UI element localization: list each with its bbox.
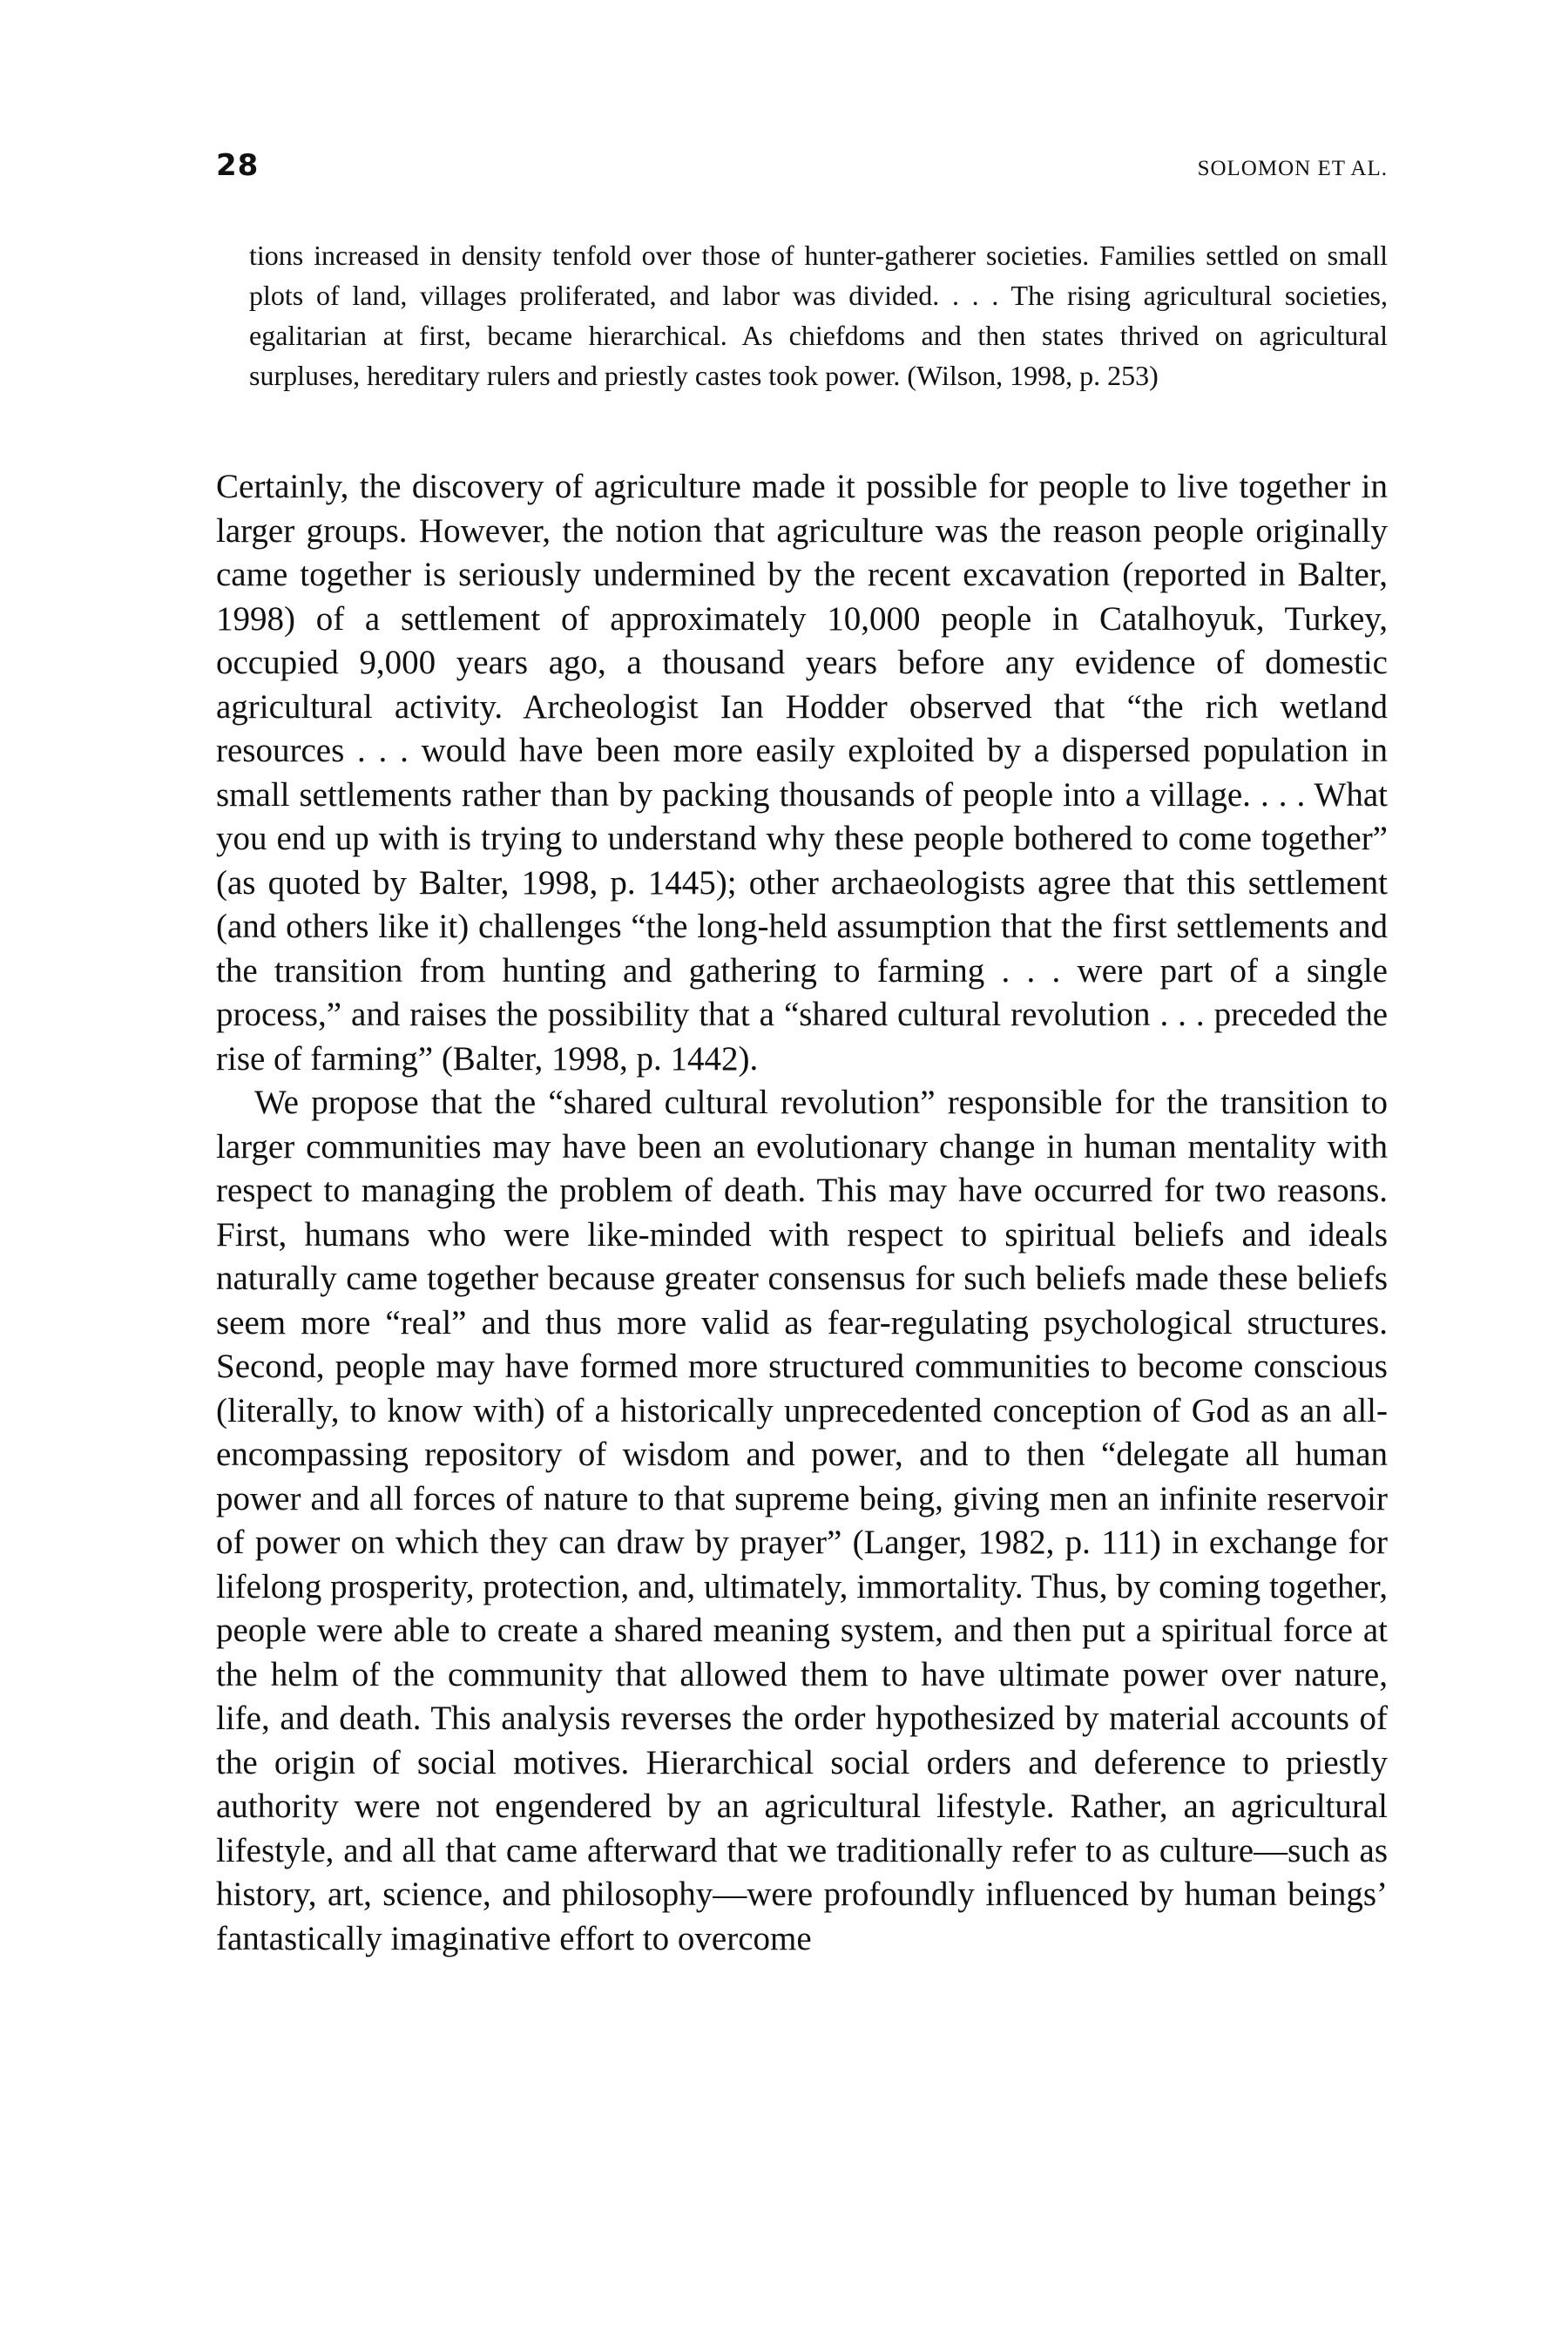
paragraph: Certainly, the discovery of agriculture made it possible for people to live together in larger groups. However, the notion that agriculture was the reason people originally came together is seriously undermined by the recent excavation (reported in Balter, 1998) of a settlement of approximately 10,000 people in Catalhoyuk, Turkey, occupied 9,000 years ago, a thousand years before any evidence of domestic agricultural activity. Archeologist Ian Hodder observed that “the rich wetland resources . . . would have been more easily exploited by a dispersed population in small settlements rather than by packing thousands of people into a village. . . . What you end up with is trying to understand why these people bothered to come together” (as quoted by Balter, 1998, p. 1445); other archaeologists agree that this settlement (and others like it) challenges “the long-held assumption that the first settlements and the transition from hunting and gathering to farming . . . were part of a single process,” and raises the possibility that a “shared cultural revolution . . . preceded the rise of farming” (Balter, 1998, p. 1442).: [216, 468, 1388, 1078]
page-number: 28: [216, 148, 260, 183]
block-quote-text: tions increased in density tenfold over those of hunter-gatherer societies. Families settled on small plots of land, villages proliferated, and labor was divided. . . . The rising agricultural societies, egalitarian at first, became hierarchical. As chiefdoms and then states thrived on agricultural surpluses, hereditary rulers and priestly castes took power. (Wilson, 1998, p. 253): [249, 240, 1388, 391]
paragraph: We propose that the “shared cultural revolution” responsible for the transition to larger communities may have been an evolutionary change in human mentality with respect to managing the problem of death. This may have occurred for two reasons. First, humans who were like-minded with respect to spiritual beliefs and ideals naturally came together because greater consensus for such beliefs made these beliefs seem more “real” and thus more valid as fear-regulating psychological structures. Second, people may have formed more structured communities to become conscious (literally, to know with) of a historically unprecedented conception of God as an all-encompassing repository of wisdom and power, and to then “delegate all human power and all forces of nature to that supreme being, giving men an infinite reservoir of power on which they can draw by prayer” (Langer, 1982, p. 111) in exchange for lifelong prosperity, protection, and, ultimately, immortality. Thus, by coming together, people were able to create a shared meaning system, and then put a spiritual force at the helm of the community that allowed them to have ultimate power over nature, life, and death. This analysis reverses the order hypothesized by material accounts of the origin of social motives. Hierarchical social orders and deference to priestly authority were not engendered by an agricultural lifestyle. Rather, an agricultural lifestyle, and all that came afterward that we traditionally refer to as culture—such as history, art, science, and philosophy—were profoundly influenced by human beings’ fantastically imaginative effort to overcome: [216, 1084, 1388, 1957]
body-text: [216, 465, 1388, 1961]
block-quote: [249, 235, 1388, 395]
running-head: [216, 148, 1388, 200]
book-page: [216, 148, 1388, 1961]
running-head-authors: SOLOMON ET AL.: [1197, 157, 1388, 180]
